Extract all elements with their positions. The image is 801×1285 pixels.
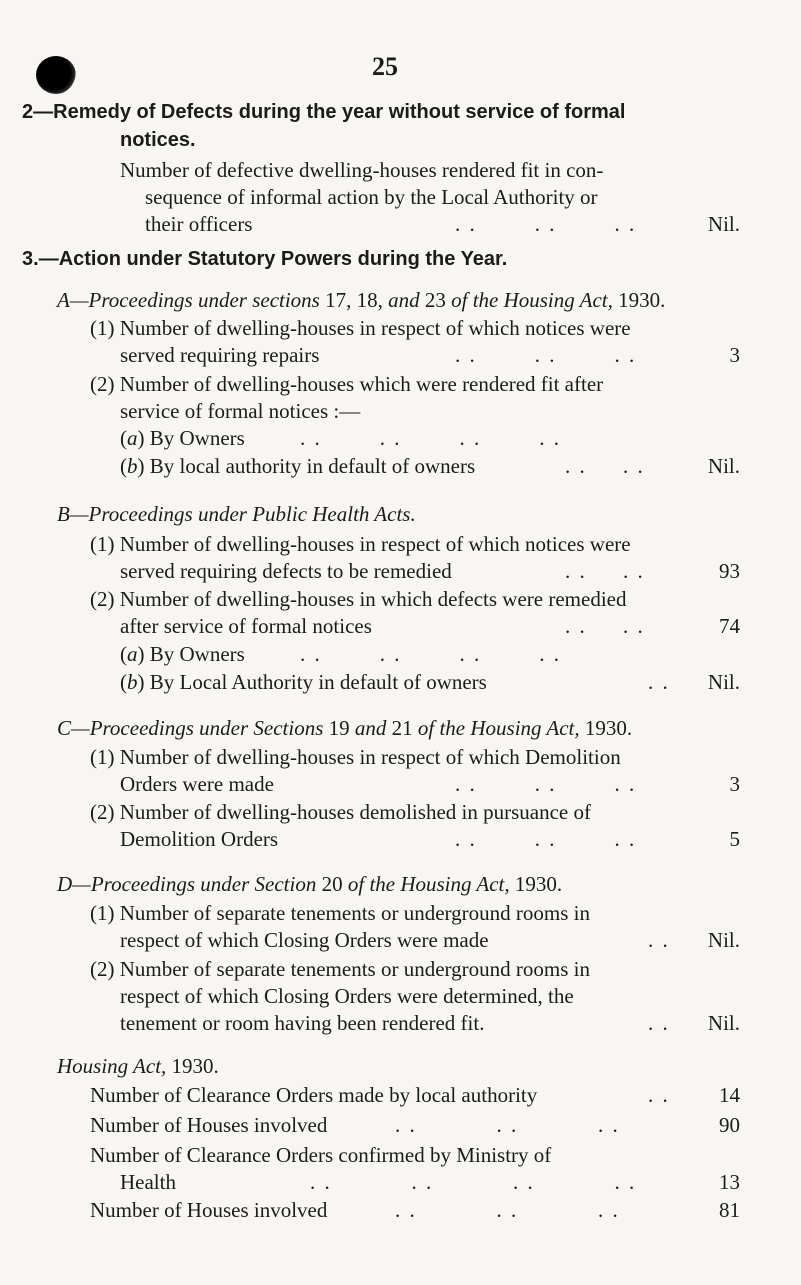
value: 14 [719, 1083, 740, 1107]
subsection-c-heading: C—Proceedings under Sections 19 and 21 of the Housing Act, 1930. [57, 716, 633, 740]
item-text: served requiring defects to be remedied [120, 559, 452, 583]
leader-dots: . . . . . . [395, 1113, 620, 1137]
section-number: 2 [22, 101, 34, 123]
value: Nil. [707, 1011, 740, 1035]
leader-dots: . . . . . . . . [300, 642, 561, 666]
item-text: Number of Clearance Orders made by local authority [90, 1083, 538, 1107]
section-2-text: Number of defective dwelling-houses rendered fit in con- [120, 158, 604, 182]
value: 13 [719, 1170, 740, 1194]
item-text: Orders were made [120, 772, 274, 796]
page-number: 25 [372, 52, 398, 81]
value: 3 [729, 772, 740, 796]
value: 3 [729, 343, 740, 367]
leader-dots: . . . . [565, 454, 645, 478]
value: Nil. [707, 928, 740, 952]
item-text: (2) Number of dwelling-houses which were rendered fit after [90, 372, 604, 396]
leader-dots: . . . . . . [455, 212, 637, 236]
item-text: (2) Number of dwelling-houses in which defects were remedied [90, 587, 627, 611]
value: Nil. [707, 212, 740, 236]
leader-dots: . . [648, 1083, 670, 1107]
leader-dots: . . . . . . [455, 827, 637, 851]
value: Nil. [707, 454, 740, 478]
leader-dots: . . [648, 670, 670, 694]
leader-dots: . . . . . . . . [300, 426, 561, 450]
item-text: respect of which Closing Orders were determined, the [120, 984, 574, 1008]
section-3-title: 3.—Action under Statutory Powers during the Year. [22, 248, 508, 270]
item-text: tenement or room having been rendered fit. [120, 1011, 485, 1035]
item-text: Number of Clearance Orders confirmed by Ministry of [90, 1143, 552, 1167]
item-text: Demolition Orders [120, 827, 279, 851]
item-text: (a) By Owners [120, 426, 245, 450]
subsection-d-heading: D—Proceedings under Section 20 of the Housing Act, 1930. [57, 872, 563, 896]
leader-dots: . . . . . . [455, 343, 637, 367]
value: 74 [719, 614, 740, 638]
item-text: service of formal notices :— [120, 399, 361, 423]
leader-dots: . . . . . . [395, 1198, 620, 1222]
value: 81 [719, 1198, 740, 1222]
item-text: (1) Number of dwelling-houses in respect of which notices were [90, 532, 631, 556]
leader-dots: . . [648, 1011, 670, 1035]
section-title-line: Action under Statutory Powers during the Year. [58, 248, 508, 270]
value: 93 [719, 559, 740, 583]
item-text: respect of which Closing Orders were made [120, 928, 489, 952]
item-text: (a) By Owners [120, 642, 245, 666]
section-2-text: their officers [145, 212, 253, 236]
item-text: (2) Number of dwelling-houses demolished in pursuance of [90, 800, 591, 824]
section-2-text: sequence of informal action by the Local Authority or [145, 185, 598, 209]
leader-dots: . . . . [565, 614, 645, 638]
value: 5 [729, 827, 740, 851]
section-2-title-cont: notices. [120, 129, 196, 151]
section-number: 3. [22, 248, 39, 270]
leader-dots: . . . . . . [455, 772, 637, 796]
item-text: Number of Houses involved [90, 1113, 328, 1137]
leader-dots: . . [648, 928, 670, 952]
item-text: after service of formal notices [120, 614, 372, 638]
item-text: (1) Number of dwelling-houses in respect of which notices were [90, 316, 631, 340]
subsection-a-heading: A—Proceedings under sections 17, 18, and 23 of the Housing Act, 1930. [57, 288, 666, 312]
item-text: (2) Number of separate tenements or underground rooms in [90, 957, 590, 981]
leader-dots: . . . . . . . . [310, 1170, 637, 1194]
item-text: (b) By local authority in default of owners [120, 454, 476, 478]
item-text: (1) Number of dwelling-houses in respect of which Demolition [90, 745, 621, 769]
item-text: (1) Number of separate tenements or underground rooms in [90, 901, 590, 925]
ink-blot [36, 56, 76, 94]
housing-act-heading: Housing Act, 1930. [57, 1054, 219, 1078]
value: 90 [719, 1113, 740, 1137]
item-text: served requiring repairs [120, 343, 320, 367]
item-text: Health [120, 1170, 176, 1194]
leader-dots: . . . . [565, 559, 645, 583]
section-2-title: 2—Remedy of Defects during the year without service of formal [22, 101, 626, 123]
section-title-line: Remedy of Defects during the year without service of formal [53, 101, 626, 123]
value: Nil. [707, 670, 740, 694]
subsection-b-heading: B—Proceedings under Public Health Acts. [57, 502, 416, 526]
item-text: (b) By Local Authority in default of owners [120, 670, 487, 694]
item-text: Number of Houses involved [90, 1198, 328, 1222]
